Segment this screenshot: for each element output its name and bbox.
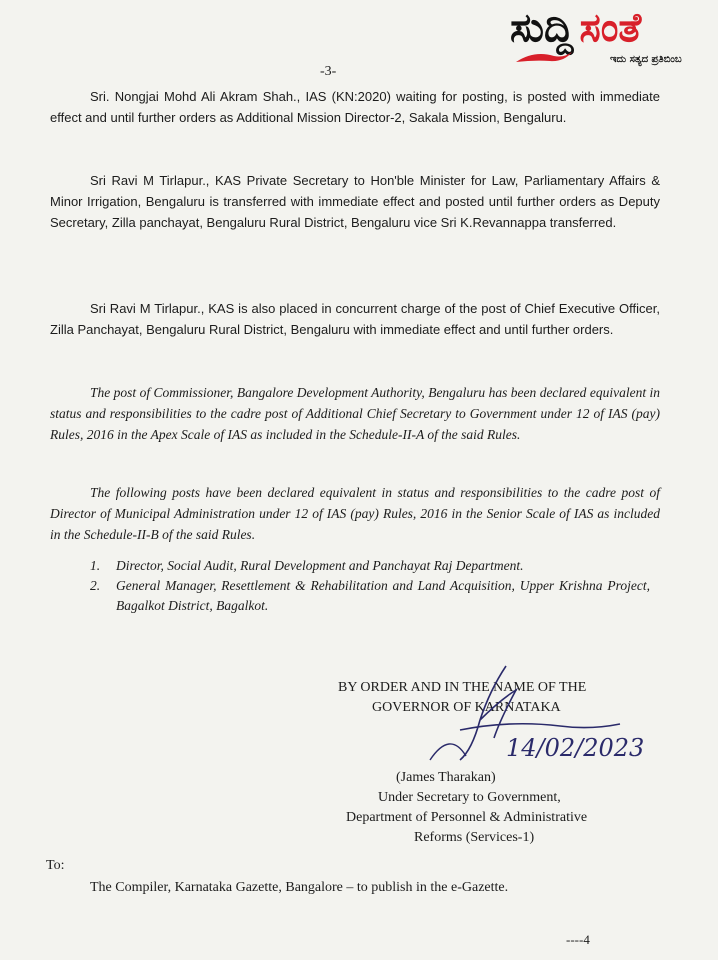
paragraph-5: The following posts have been declared equivalent in status and responsibilities to the cadre post of Director of Municipal Administration under 12 of IAS (pay) Rules, 2016 in the Senior Scale of IAS as included in the Schedule-II-B of the said Rules. <box>50 485 660 542</box>
logo-word-1: ಸುದ್ದಿ <box>510 5 574 51</box>
page-number: -3- <box>320 64 337 79</box>
next-page-marker: ----4 <box>566 932 590 947</box>
logo-title <box>510 4 641 52</box>
posts-list <box>90 556 650 616</box>
recipient-line: The Compiler, Karnataka Gazette, Bangalore – to publish in the e-Gazette. <box>90 880 509 895</box>
paragraph-3: Sri Ravi M Tirlapur., KAS is also placed in concurrent charge of the post of Chief Executive Officer, Zilla Panchayat, Bengaluru Rural District, Bengaluru with immediate effect and until further orders. <box>50 301 660 337</box>
paragraph-1: Sri. Nongjai Mohd Ali Akram Shah., IAS (KN:2020) waiting for posting, is posted with immediate effect and until further orders as Additional Mission Director-2, Sakala Mission, Bengaluru. <box>50 89 660 125</box>
signatory-name: (James Tharakan) <box>396 770 496 785</box>
to-label: To: <box>46 858 65 873</box>
list-text: General Manager, Resettlement & Rehabilitation and Land Acquisition, Upper Krishna Project, Bagalkot District, Bagalkot. <box>116 578 650 613</box>
list-item <box>90 556 650 576</box>
list-number: 2. <box>90 578 101 593</box>
signature-scribble <box>420 660 680 770</box>
signatory-title-3: Reforms (Services-1) <box>414 830 535 845</box>
paragraph-2: Sri Ravi M Tirlapur., KAS Private Secretary to Hon'ble Minister for Law, Parliamentary Affairs & Minor Irrigation, Bengaluru is transferred with immediate effect and posted until further orders as Deputy Secretary, Zilla panchayat, Bengaluru Rural District, Bengaluru vice Sri K.Revannappa transferred. <box>50 173 660 230</box>
handwritten-date: 14/02/2023 <box>506 734 645 762</box>
bird-logo-icon <box>514 48 574 66</box>
logo-tagline: ಇದು ಸತ್ಯದ ಪ್ರತಿಬಿಂಬ <box>610 54 682 65</box>
order-line-2: GOVERNOR OF KARNATAKA <box>372 700 561 715</box>
news-logo <box>510 4 710 74</box>
signatory-title-2: Department of Personnel & Administrative <box>346 810 588 825</box>
logo-word-2: ಸಂತೆ <box>579 5 642 51</box>
paragraph-4: The post of Commissioner, Bangalore Development Authority, Bengaluru has been declared equivalent in status and responsibilities to the cadre post of Additional Chief Secretary to Government under 12 of IAS (pay) Rules, 2016 in the Apex Scale of IAS as included in the Schedule-II-A of the said Rules. <box>50 385 660 442</box>
order-line-1: BY ORDER AND IN THE NAME OF THE <box>338 680 587 695</box>
list-item <box>90 576 650 616</box>
list-text: Director, Social Audit, Rural Development and Panchayat Raj Department. <box>116 558 524 573</box>
signatory-title-1: Under Secretary to Government, <box>378 790 561 805</box>
list-number: 1. <box>90 558 101 573</box>
